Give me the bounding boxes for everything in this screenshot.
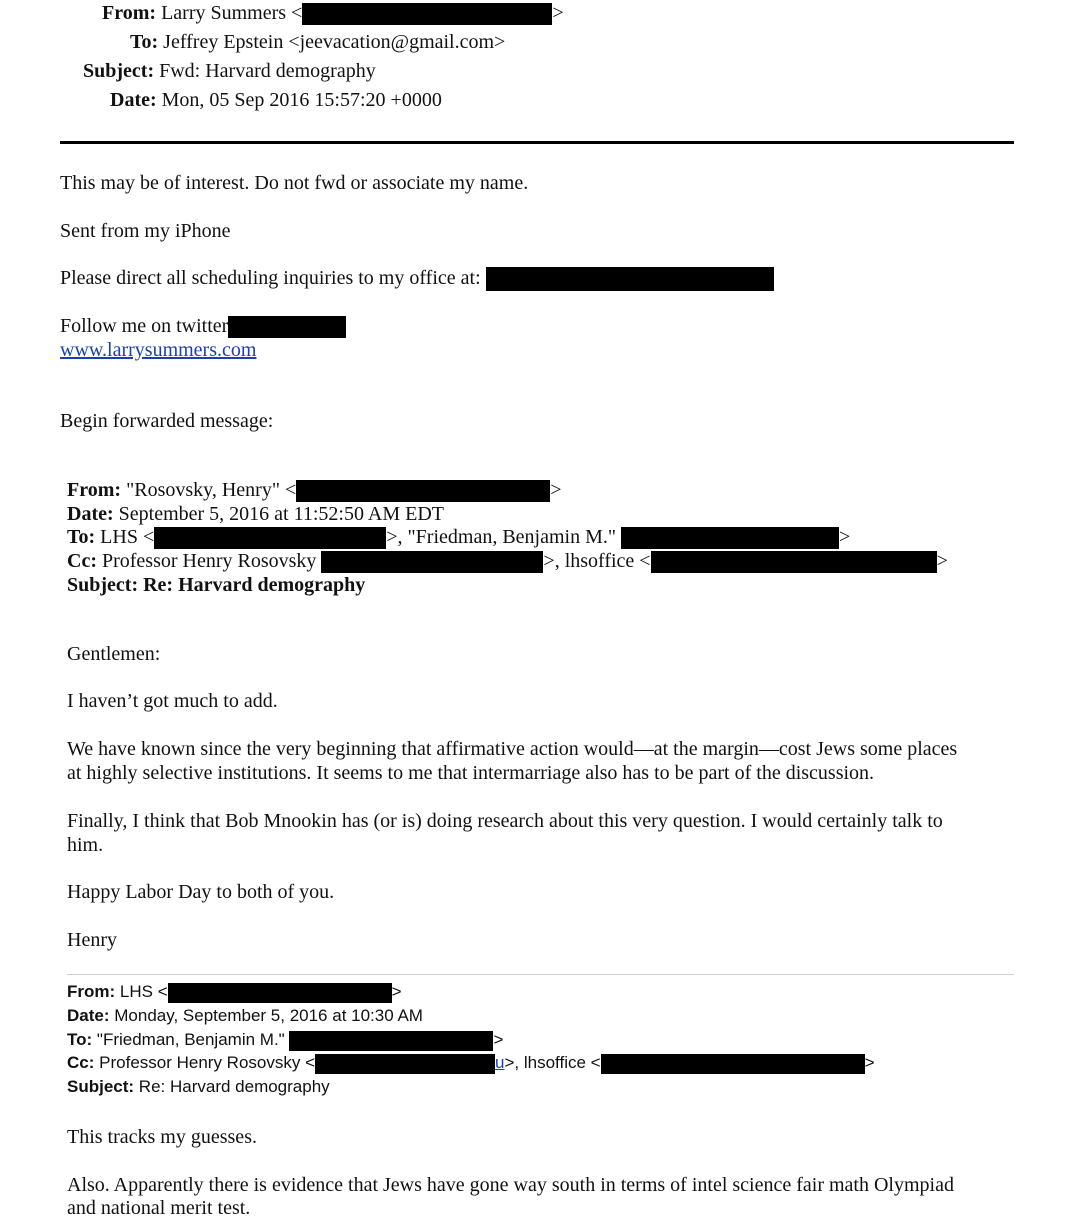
fwd2-to-end: > (493, 1030, 504, 1049)
redaction-box (228, 316, 346, 338)
fwd1-to-label: To: (67, 526, 96, 548)
fwd1-body-line: Happy Labor Day to both of you. (67, 881, 335, 903)
redaction-box (321, 551, 543, 573)
redaction-box (601, 1054, 865, 1074)
fwd2-to-label: To: (67, 1030, 93, 1049)
header-from-value: Larry Summers < (161, 2, 303, 24)
fwd1-cc-mid: >, lhsoffice < (543, 550, 651, 572)
fwd1-to-value: LHS < (100, 526, 155, 548)
fwd2-from-row (67, 982, 402, 1003)
message-line: Follow me on twitter (60, 315, 229, 337)
fwd1-date-row (67, 503, 444, 526)
fwd2-body-line: Also. Apparently there is evidence that Jews have gone way south in terms of intel science fair math Olympiad (67, 1174, 954, 1196)
fwd1-subject-label: Subject: (67, 574, 139, 596)
fwd1-date-value: September 5, 2016 at 11:52:50 AM EDT (118, 503, 444, 525)
redaction-box (154, 527, 386, 549)
fwd1-body-line: him. (67, 834, 104, 856)
fwd1-from-value: "Rosovsky, Henry" < (126, 479, 297, 501)
redaction-box (296, 480, 550, 502)
header-to-label: To: (130, 31, 159, 53)
fwd2-subject-label: Subject: (67, 1077, 135, 1096)
redaction-box (289, 1031, 493, 1051)
fwd1-cc-end: > (936, 550, 948, 572)
fwd2-cc-link[interactable]: u (495, 1053, 505, 1072)
message-line: This may be of interest. Do not fwd or associate my name. (60, 172, 529, 194)
fwd2-to-row (67, 1030, 503, 1051)
fwd2-subject-value: Re: Harvard demography (138, 1077, 330, 1096)
fwd2-subject-row (67, 1077, 330, 1097)
header-to-value: Jeffrey Epstein <jeevacation@gmail.com> (163, 31, 506, 53)
fwd1-subject-value: Re: Harvard demography (143, 574, 366, 596)
fwd1-body-line: I haven’t got much to add. (67, 690, 278, 712)
header-divider (60, 141, 1014, 144)
header-from-row (102, 2, 564, 25)
fwd1-subject-row (67, 574, 365, 597)
fwd1-cc-value: Professor Henry Rosovsky (101, 550, 317, 572)
fwd1-body-line: Finally, I think that Bob Mnookin has (or is) doing research about this very question. I would certainly talk to (67, 810, 943, 832)
scheduling-row (60, 267, 774, 291)
header-from-label: From: (102, 2, 157, 24)
fwd1-date-label: Date: (67, 503, 114, 525)
fwd1-to-end: > (839, 526, 851, 548)
fwd2-cc-end: > (864, 1053, 875, 1072)
fwd2-from-label: From: (67, 982, 116, 1001)
fwd2-body-line: This tracks my guesses. (67, 1126, 257, 1148)
fwd1-body-line: Gentlemen: (67, 643, 161, 665)
fwd2-cc-label: Cc: (67, 1053, 95, 1072)
redaction-box (486, 267, 774, 291)
fwd2-cc-row (67, 1053, 875, 1074)
redaction-box (168, 983, 392, 1003)
redaction-box (315, 1054, 495, 1074)
fwd1-body-line: We have known since the very beginning that affirmative action would—at the margin—cost Jews some places (67, 738, 958, 760)
fwd1-to-row (67, 526, 850, 549)
redaction-box (302, 3, 552, 25)
fwd2-to-value: "Friedman, Benjamin M." (96, 1030, 285, 1049)
header-from-end: > (552, 2, 564, 24)
message-line: Sent from my iPhone (60, 220, 231, 242)
redaction-box (621, 527, 839, 549)
fwd2-cc-mid: >, lhsoffice < (504, 1053, 601, 1072)
redaction-box (651, 551, 937, 573)
twitter-row (60, 315, 346, 338)
fwd2-from-end: > (391, 982, 402, 1001)
message-line: Please direct all scheduling inquiries to my office at: (60, 267, 481, 289)
header-date-value: Mon, 05 Sep 2016 15:57:20 +0000 (161, 89, 442, 111)
header-subject-row (83, 60, 376, 83)
header-to-row (130, 31, 505, 54)
fwd1-from-label: From: (67, 479, 122, 501)
fwd2-cc-value: Professor Henry Rosovsky < (99, 1053, 316, 1072)
fwd2-date-value: Monday, September 5, 2016 at 10:30 AM (114, 1006, 423, 1025)
fwd1-from-row (67, 479, 562, 502)
fwd1-cc-label: Cc: (67, 550, 97, 572)
fwd1-cc-row (67, 550, 948, 573)
header-date-row (110, 89, 442, 112)
section-divider (67, 974, 1014, 975)
fwd1-from-end: > (550, 479, 562, 501)
website-row (60, 339, 256, 362)
header-subject-label: Subject: (83, 60, 155, 82)
fwd2-from-value: LHS < (119, 982, 168, 1001)
website-link[interactable]: www.larrysummers.com (60, 339, 257, 361)
fwd1-to-mid: >, "Friedman, Benjamin M." (386, 526, 617, 548)
message-line: Begin forwarded message: (60, 410, 274, 432)
fwd2-date-label: Date: (67, 1006, 110, 1025)
fwd1-body-line: Henry (67, 929, 117, 951)
header-date-label: Date: (110, 89, 157, 111)
fwd1-body-line: at highly selective institutions. It seems to me that intermarriage also has to be part of the discussion. (67, 762, 875, 784)
fwd2-date-row (67, 1006, 423, 1026)
header-subject-value: Fwd: Harvard demography (159, 60, 376, 82)
fwd2-body-line: and national merit test. (67, 1197, 251, 1219)
